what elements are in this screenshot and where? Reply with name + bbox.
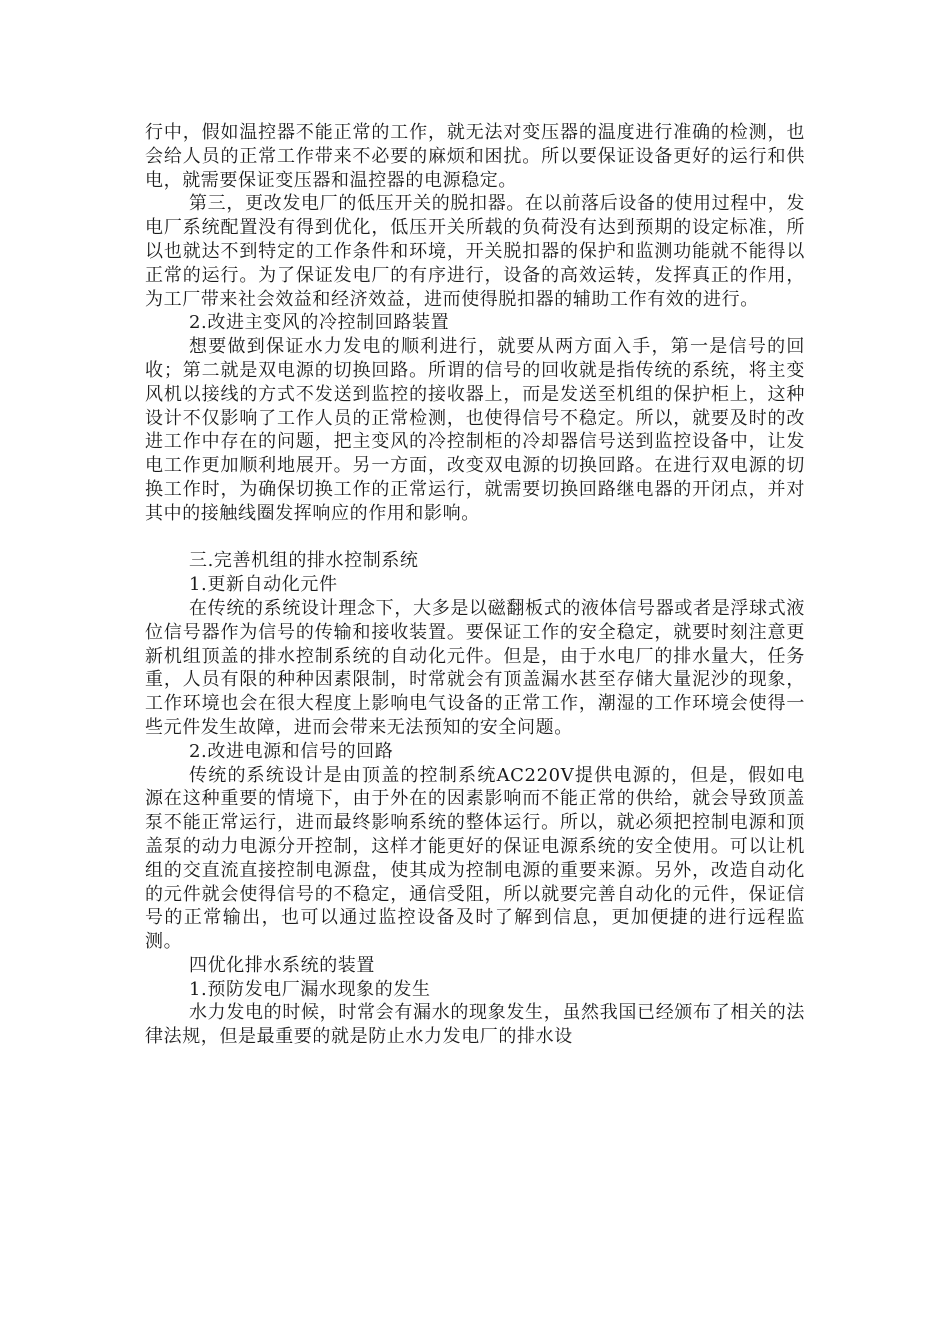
paragraph-power-signal-loop: 传统的系统设计是由顶盖的控制系统AC220V提供电源的，但是，假如电源在这种重要的情境下，由于外在的因素影响而不能正常的供给，就会导致顶盖泵不能正常运行，进而最终影响系统的整体运行。所以，就必须把控制电源和顶盖泵的动力电源分开控制，这样才能更好的保证电源系统的安全使用。可以让机组的交直流直接控制电源盘，使其成为控制电源的重要来源。另外，改造自动化的元件就会使得信号的不稳定，通信受阻，所以就要完善自动化的元件，保证信号的正常输出，也可以通过监控设备及时了解到信息，更加便捷的进行远程监测。 — [145, 764, 805, 953]
subheading-automation-components: 1.更新自动化元件 — [189, 574, 338, 596]
section-heading-drainage-control: 三.完善机组的排水控制系统 — [189, 550, 419, 572]
paragraph-leak-prevention: 水力发电的时候，时常会有漏水的现象发生，虽然我国已经颁布了相关的法律法规，但是最重要的就是防止水力发电厂的排水设 — [145, 1002, 805, 1048]
section-heading-drainage-optimization: 四优化排水系统的装置 — [189, 954, 375, 976]
paragraph-low-voltage-switch: 第三，更改发电厂的低压开关的脱扣器。在以前落后设备的使用过程中，发电厂系统配置没有得到优化，低压开关所载的负荷没有达到预期的设定标准，所以也就达不到特定的工作条件和环境，开关脱扣器的保护和监测功能就不能得以正常的运行。为了保证发电厂的有序进行，设备的高效运转，发挥真正的作用，为工厂带来社会效益和经济效益，进而使得脱扣器的辅助工作有效的进行。 — [145, 193, 805, 310]
paragraph-automation-components: 在传统的系统设计理念下，大多是以磁翻板式的液体信号器或者是浮球式液位信号器作为信号的传输和接收装置。要保证工作的安全稳定，就要时刻注意更新机组顶盖的排水控制系统的自动化元件。但是，由于水电厂的排水量大，任务重，人员有限的种种因素限制，时常就会有顶盖漏水甚至存储大量泥沙的现象，工作环境也会在很大程度上影响电气设备的正常工作，潮湿的工作环境会使得一些元件发生故障，进而会带来无法预知的安全问题。 — [145, 597, 805, 738]
document-body — [145, 121, 805, 1049]
subheading-power-signal-loop: 2.改进电源和信号的回路 — [189, 740, 394, 762]
paragraph-transformer-thermostat: 行中，假如温控器不能正常的工作，就无法对变压器的温度进行准确的检测，也会给人员的正常工作带来不必要的麻烦和困扰。所以要保证设备更好的运行和供电，就需要保证变压器和温控器的电源稳定。 — [145, 122, 805, 191]
blank-line — [145, 526, 805, 550]
subheading-cooling-control-loop: 2.改进主变风的冷控制回路装置 — [189, 312, 450, 334]
paragraph-signal-recovery: 想要做到保证水力发电的顺利进行，就要从两方面入手，第一是信号的回收；第二就是双电源的切换回路。所谓的信号的回收就是指传统的系统，将主变风机以接线的方式不发送到监控的接收器上，而是发送至机组的保护柜上，这种设计不仅影响了工作人员的正常检测，也使得信号不稳定。所以，就要及时的改进工作中存在的问题，把主变风的冷控制柜的冷却器信号送到监控设备中，让发电工作更加顺利地展开。另一方面，改变双电源的切换回路。在进行双电源的切换工作时，为确保切换工作的正常运行，就需要切换回路继电器的开闭点，并对其中的接触线圈发挥响应的作用和影响。 — [145, 336, 805, 524]
subheading-leak-prevention: 1.预防发电厂漏水现象的发生 — [189, 978, 431, 1000]
